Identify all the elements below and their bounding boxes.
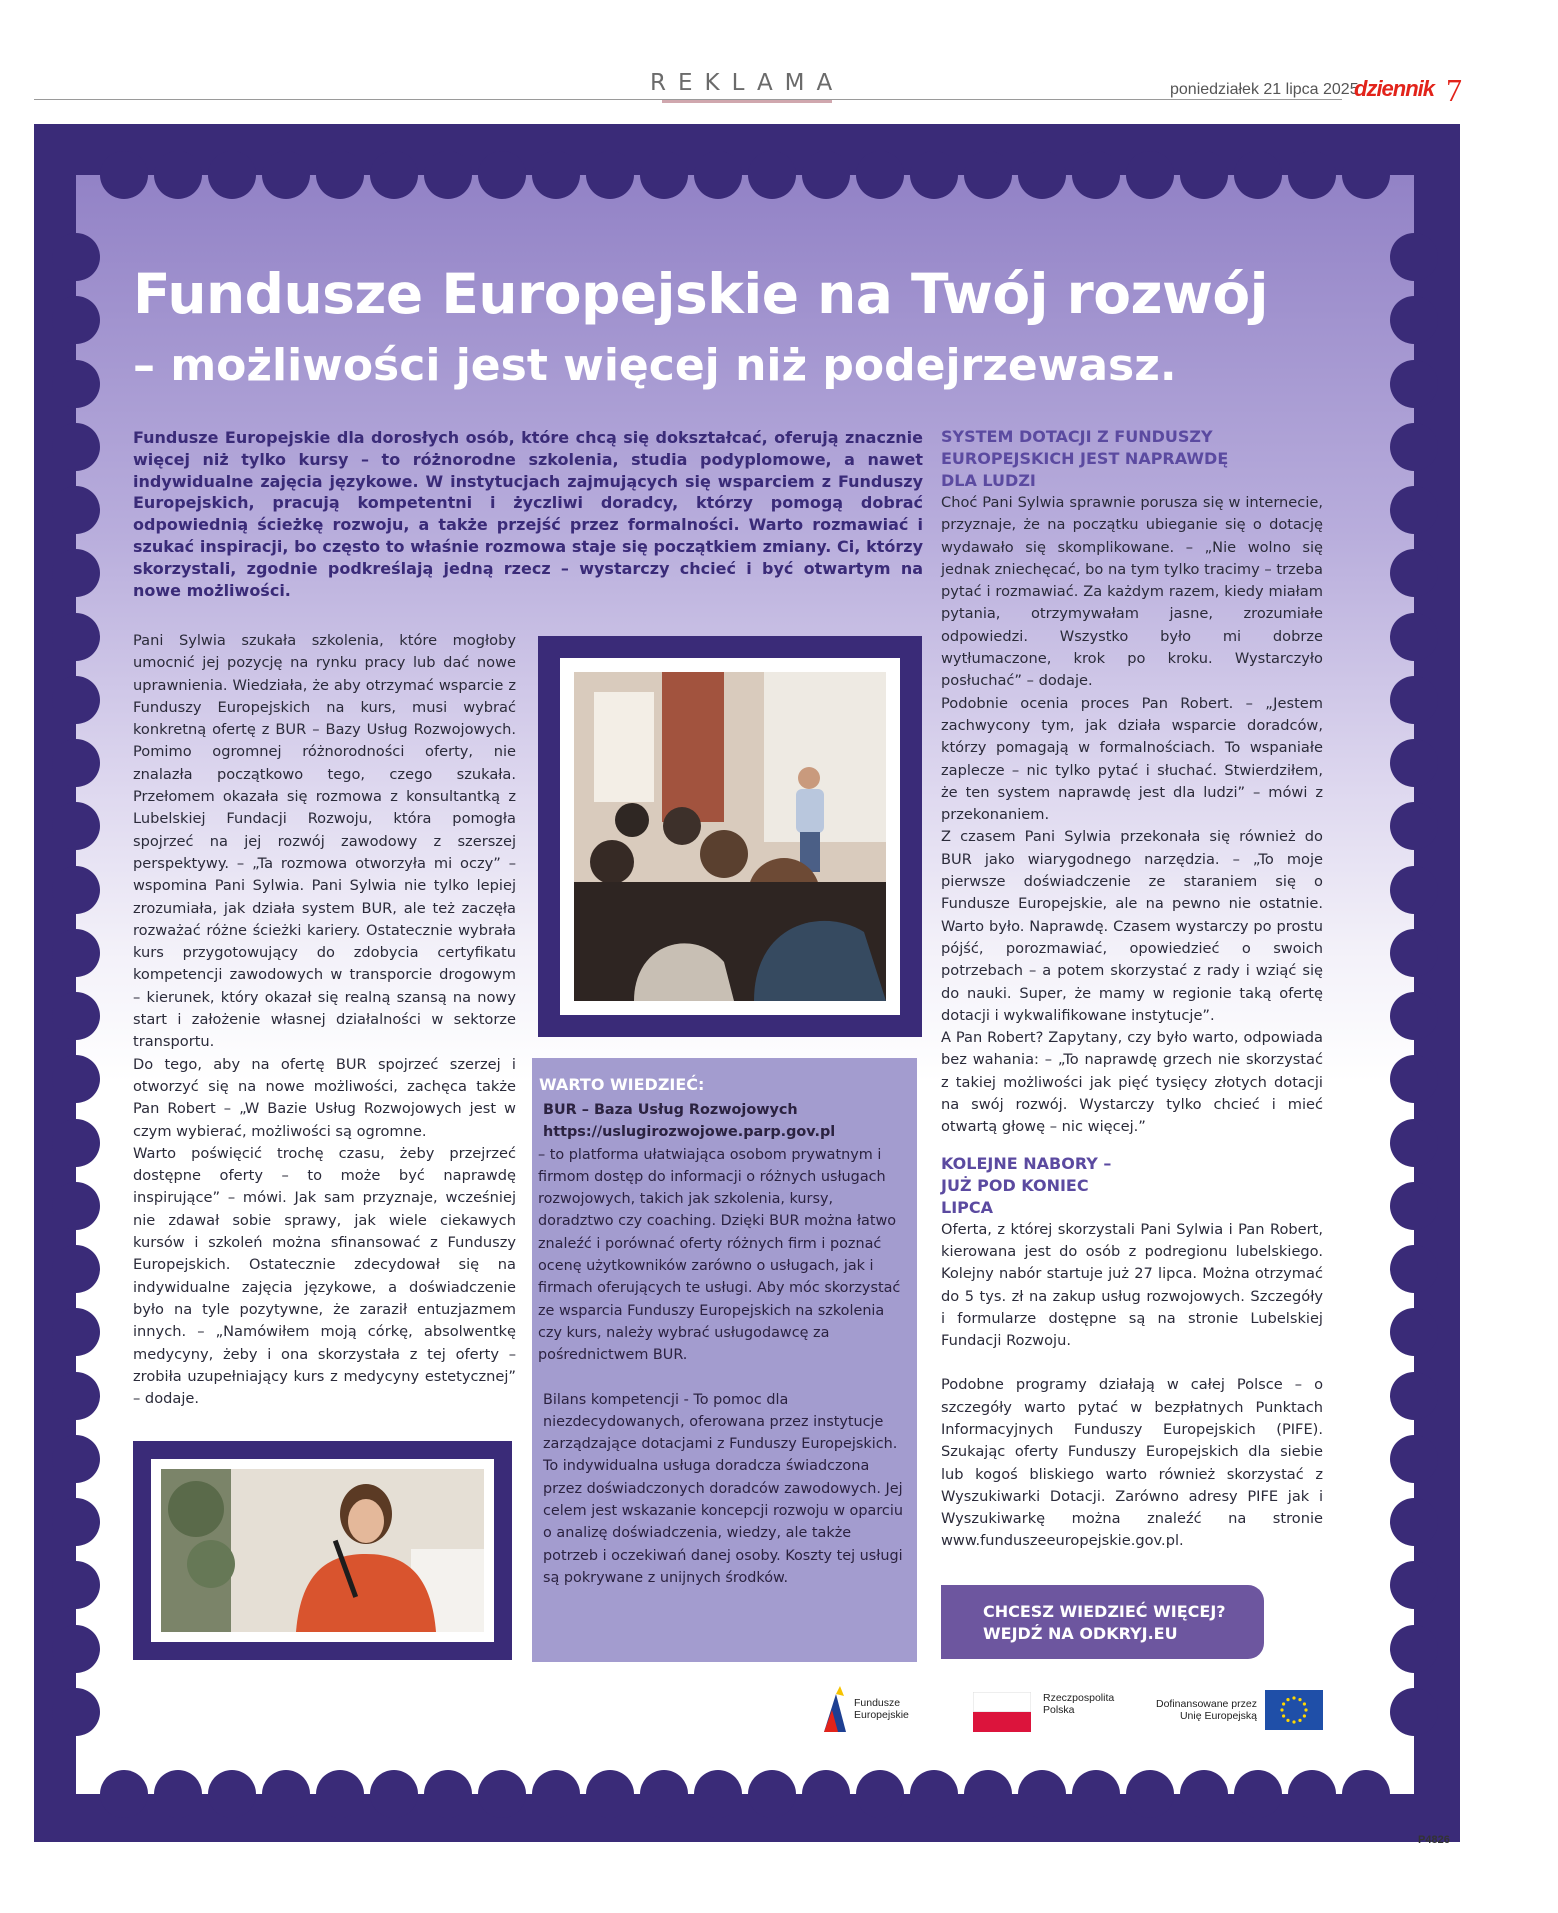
perforation-dot [1390,739,1438,787]
photo-stamp-frame [133,1441,512,1660]
perforation-dot [1390,1372,1438,1420]
seminar-photo [574,672,886,1001]
perforation-dot [586,151,634,199]
perforation-dot [52,423,100,471]
perforation-dot [1390,233,1438,281]
perforation-dot [532,151,580,199]
perforation-dot [52,613,100,661]
section-label: REKLAMA [650,70,845,96]
cta-prefix: WEJDŹ NA [983,1624,1080,1643]
fundusze-europejskie-logo [822,1684,909,1734]
paragraph: Podobnie ocenia proces Pan Robert. – „Jestem zachwycony tym, jak działa wsparcie doradców, którzy pomagają w formalnościach. To wspaniałe zaplecze – nic tylko pytać i słuchać. Stwierdziłem, że ten system naprawdę jest dla ludzi” – mówi z przekonaniem. [941,694,1323,824]
paragraph: A Pan Robert? Zapytany, czy było warto, odpowiada bez wahania: – „To naprawdę grzech nie skorzystać z takiej możliwości jak pięć tysięcy złotych dotacji na swój rozwój. Wystarczy tylko chcieć i mieć otwartą głowę – nic więcej.” [941,1029,1323,1136]
perforation-dot [52,866,100,914]
perforation-dot [1180,1770,1228,1818]
perforation-dot [478,1770,526,1818]
perforation-dot [52,233,100,281]
perforation-dot [1390,613,1438,661]
perforation-dot [52,1498,100,1546]
photo-stamp-frame [538,636,922,1037]
fe-emblem-icon [822,1684,848,1734]
perforation-dot [1390,866,1438,914]
cta-link[interactable]: ODKRYJ.EU [1079,1624,1178,1643]
header-rule [34,99,1342,100]
perforation-dot [208,1770,256,1818]
perforation-dot [1390,486,1438,534]
perforation-dot [52,486,100,534]
perforation-dot [370,1770,418,1818]
perforation-dot [1390,1182,1438,1230]
subheadline: – możliwości jest więcej niż podejrzewasz. [133,340,1177,391]
newspaper-logo: dziennik [1354,76,1435,101]
article-right-column [941,426,1323,1553]
eu-logo-line-1: Dofinansowane przez [1156,1698,1257,1710]
fe-logo-line-1: Fundusze [854,1697,901,1709]
perforation-dot [100,1770,148,1818]
perforation-dot [52,929,100,977]
perforation-dot [1390,929,1438,977]
perforation-dot [802,151,850,199]
perforation-dot [1390,1245,1438,1293]
perforation-dot [694,1770,742,1818]
perforation-dot [100,151,148,199]
perforation-dot [1072,151,1120,199]
perforation-dot [370,151,418,199]
perforation-dot [262,1770,310,1818]
perforation-dot [52,1435,100,1483]
perforation-dot [316,151,364,199]
article-left-column [133,630,516,1410]
perforation-dot [1342,151,1390,199]
perforation-dot [52,360,100,408]
perforation-dot [1180,151,1228,199]
perforation-dot [1018,1770,1066,1818]
perforation-dot [748,151,796,199]
perforation-dot [154,151,202,199]
paragraph: Do tego, aby na ofertę BUR spojrzeć szerzej i otworzyć się na nowe możliwości, zachęca także Pan Robert – „W Bazie Usług Rozwojowych jest w czym wybierać, możliwości są ogromne. [133,1055,516,1140]
perforation-dot [1288,1770,1336,1818]
perforation-dot [52,1119,100,1167]
perforation-dot [1018,151,1066,199]
perforation-dot [1390,1498,1438,1546]
perforation-dot [316,1770,364,1818]
perforation-dot [424,151,472,199]
section-heading: KOLEJNE NABORY – JUŻ POD KONIEC LIPCA [941,1153,1112,1217]
perforation-dot [52,1625,100,1673]
polish-flag-icon [973,1692,1031,1732]
perforation-dot [52,1182,100,1230]
perforation-dot [910,151,958,199]
perforation-dot [52,296,100,344]
rp-logo-line-2: Polska [1043,1704,1075,1716]
perforation-dot [1390,423,1438,471]
perforation-dot [1126,151,1174,199]
perforation-dot [424,1770,472,1818]
perforation-dot [640,151,688,199]
paragraph: Oferta, z której skorzystali Pani Sylwia i Pan Robert, kierowana jest do osób z podregionu lubelskiego. Kolejny nabór startuje już 27 lipca. Można otrzymać do 5 tys. zł na zakup usług rozwojowych. Szczegóły i formularze dostępne są na stronie Lubelskiej Fundacji Rozwoju. [941,1220,1323,1350]
info-bur-name: BUR – Baza Usług Rozwojowych [543,1102,798,1118]
ad-code: P4826 [1418,1834,1450,1846]
paragraph: Pani Sylwia szukała szkolenia, które mogłoby umocnić jej pozycję na rynku pracy lub dać nowe uprawnienia. Wiedziała, że aby otrzymać wsparcie z Funduszy Europejskich na kurs, musi wybrać konkretną ofertę z BUR – Bazy Usług Rozwojowych. Pomimo ogromnej różnorodności oferty, nie znalazła początkowo tego, czego szukała. Przełomem okazała się rozmowa z konsultantką z Lubelskiej Fundacji Rozwoju, która pomogła spojrzeć na jej rozwój zawodowy z szerszej perspektywy. – „Ta rozmowa otworzyła mi oczy” – wspomina Pani Sylwia. Pani Sylwia nie tylko lepiej zrozumiała, jak działa system BUR, ale też zaczęła rozważać różne ścieżki kariery. Ostatecznie wybrała kurs przygotowujący do zdobycia certyfikatu kompetencji zawodowych w transporcie drogowym – kierunek, który okazał się realną szansą na nowy start i założenie własnej działalności w sektorze transportu. [133,632,516,1051]
paragraph: Warto poświęcić trochę czasu, żeby przejrzeć dostępne oferty – to może być naprawdę inspirujące” – mówi. Jak sam przyznaje, wcześniej nie zdawał sobie sprawy, jak wiele ciekawych kursów i szkoleń można sfinansować z Funduszy Europejskich. Ostatecznie zdecydował się na indywidualne zajęcia językowe, a doświadczenie było na tyle pozytywne, że zaraził entuzjazmem innych. – „Namówiłem moją córkę, absolwentkę medycyny, żeby i ona skorzystała z tej oferty – zrobiła uzupełniający kurs z medycyny estetycznej” – dodaje. [133,1144,516,1408]
perforation-dot [52,802,100,850]
publication-date: poniedziałek 21 lipca 2025 [1170,81,1359,98]
perforation-dot [1390,549,1438,597]
perforation-dot [52,739,100,787]
cta-line-2 [983,1623,1226,1645]
perforation-dot [802,1770,850,1818]
info-bilans-text: Bilans kompetencji - To pomoc dla niezdecydowanych, oferowana przez instytucje zarządzające dotacjami z Funduszy Europejskich. [543,1391,898,1453]
cta-text[interactable] [983,1601,1226,1645]
perforation-dot [748,1770,796,1818]
perforation-dot [1390,992,1438,1040]
perforation-dot [1288,151,1336,199]
perforation-dot [1390,1435,1438,1483]
perforation-dot [1390,802,1438,850]
perforation-dot [52,549,100,597]
perforation-dot [52,676,100,724]
perforation-dot [52,1372,100,1420]
perforation-dot [1126,1770,1174,1818]
paragraph: Podobne programy działają w całej Polsce – o szczegóły warto pytać w bezpłatnych Punktach Informacyjnych Funduszy Europejskich (PIFE). Szukając oferty Funduszy Europejskich dla siebie lub kogoś bliskiego warto również skorzystać z Wyszukiwarki Dotacji. Zarówno adresy PIFE jak i Wyszukiwarkę można znaleźć na stronie www.funduszeeuropejskie.gov.pl. [941,1376,1323,1550]
eu-flag-icon [1265,1690,1323,1730]
eu-funding-logo [1156,1690,1323,1730]
paragraph: Z czasem Pani Sylwia przekonała się również do BUR jako wiarygodnego narzędzia. – „To moje pierwsze doświadczenie ze staraniem się o Fundusze Europejskie, ale na pewno nie ostatnie. Warto było. Naprawdę. Czasem wystarczy po prostu pójść, porozmawiać, opowiedzieć o swoich potrzebach – a potem skorzystać z rady i wziąć się do nauki. Super, że mamy w regionie taką ofertę dotacji i wykwalifikowane instytucje”. [941,828,1323,1024]
perforation-dot [1234,151,1282,199]
perforation-dot [694,151,742,199]
perforation-dot [52,1688,100,1736]
perforation-dot [52,992,100,1040]
cta-line-1: CHCESZ WIEDZIEĆ WIĘCEJ? [983,1602,1226,1621]
perforation-dot [52,1245,100,1293]
perforation-dot [1390,360,1438,408]
perforation-dot [1390,1688,1438,1736]
perforation-dot [478,151,526,199]
eu-logo-line-2: Unię Europejską [1179,1710,1257,1722]
headline: Fundusze Europejskie na Twój rozwój [133,262,1269,326]
article-lead: Fundusze Europejskie dla dorosłych osób, które chcą się dokształcać, oferują znacznie więcej niż tylko kursy – to różnorodne szkolenia, studia podyplomowe, a nawet indywidualne zajęcia językowe. W instytucjach zajmujących się wsparciem z Funduszy Europejskich, pracują kompetentni i życzliwi doradcy, którzy pomogą dobrać odpowiednią ścieżkę rozwoju, a także przejść przez formalności. Warto rozmawiać i szukać inspiracji, bo często to właśnie rozmowa staje się początkiem zmiany. Ci, którzy skorzystali, zgodnie podkreślają jedną rzecz – wystarczy chcieć i być otwartym na nowe możliwości. [133,428,923,600]
perforation-dot [1342,1770,1390,1818]
perforation-dot [154,1770,202,1818]
fe-logo-line-2: Europejskie [854,1709,909,1721]
perforation-dot [1234,1770,1282,1818]
rzeczpospolita-logo [973,1692,1114,1732]
student-photo [161,1469,484,1632]
perforation-dot [856,151,904,199]
perforation-dot [640,1770,688,1818]
perforation-dot [1390,296,1438,344]
section-heading: SYSTEM DOTACJI Z FUNDUSZY EUROPEJSKICH JEST NAPRAWDĘ DLA LUDZI [941,427,1229,490]
page-number: 7 [1446,72,1462,108]
perforation-dot [964,1770,1012,1818]
info-bur-url[interactable]: https://uslugirozwojowe.parp.gov.pl [543,1124,836,1141]
paragraph: Choć Pani Sylwia sprawnie porusza się w internecie, przyznaje, że na początku ubieganie się o dotację wydawało się skomplikowane. – „Nie wolno się jednak zniechęcać, bo na tym tylko tracimy – trzeba pytać i rozmawiać. Za każdym razem, kiedy miałam pytania, otrzymywałam jasne, zrozumiałe odpowiedzi. Wszystko było mi dobrze wytłumaczone, krok po kroku. Wystarczyło posłuchać” – dodaje. [941,494,1323,690]
info-box-body [538,1099,909,1589]
perforation-dot [1390,676,1438,724]
perforation-dot [1390,1119,1438,1167]
perforation-dot [208,151,256,199]
info-box-heading: WARTO WIEDZIEĆ: [539,1075,705,1094]
perforation-dot [964,151,1012,199]
info-bur-text: – to platforma ułatwiająca osobom prywatnym i firmom dostęp do informacji o różnych usługach rozwojowych, takich jak szkolenia, kursy, doradztwo czy coaching. Dzięki BUR można łatwo znaleźć i porównać oferty różnych firm i poznać ocenę użytkowników zarówno o usługach, jak i firmach oferujących te usługi. Aby móc skorzystać ze wsparcia Funduszy Europejskich na szkolenia czy kurs, należy wybrać usługodawcę za pośrednictwem BUR. [538,1146,901,1364]
perforation-dot [586,1770,634,1818]
perforation-dot [532,1770,580,1818]
perforation-dot [1390,1625,1438,1673]
perforation-dot [1072,1770,1120,1818]
perforation-dot [262,151,310,199]
info-bilans-text-2: To indywidualna usługa doradcza świadczona przez doświadczonych doradców zawodowych. Jej celem jest wskazanie koncepcji rozwoju w oparciu o analizę doświadczenia, wiedzy, ale także potrzeb i oczekiwań danej osoby. Koszty tej usługi są pokrywane z unijnych środków. [543,1458,903,1586]
perforation-dot [856,1770,904,1818]
rp-logo-line-1: Rzeczpospolita [1043,1692,1115,1704]
perforation-dot [910,1770,958,1818]
